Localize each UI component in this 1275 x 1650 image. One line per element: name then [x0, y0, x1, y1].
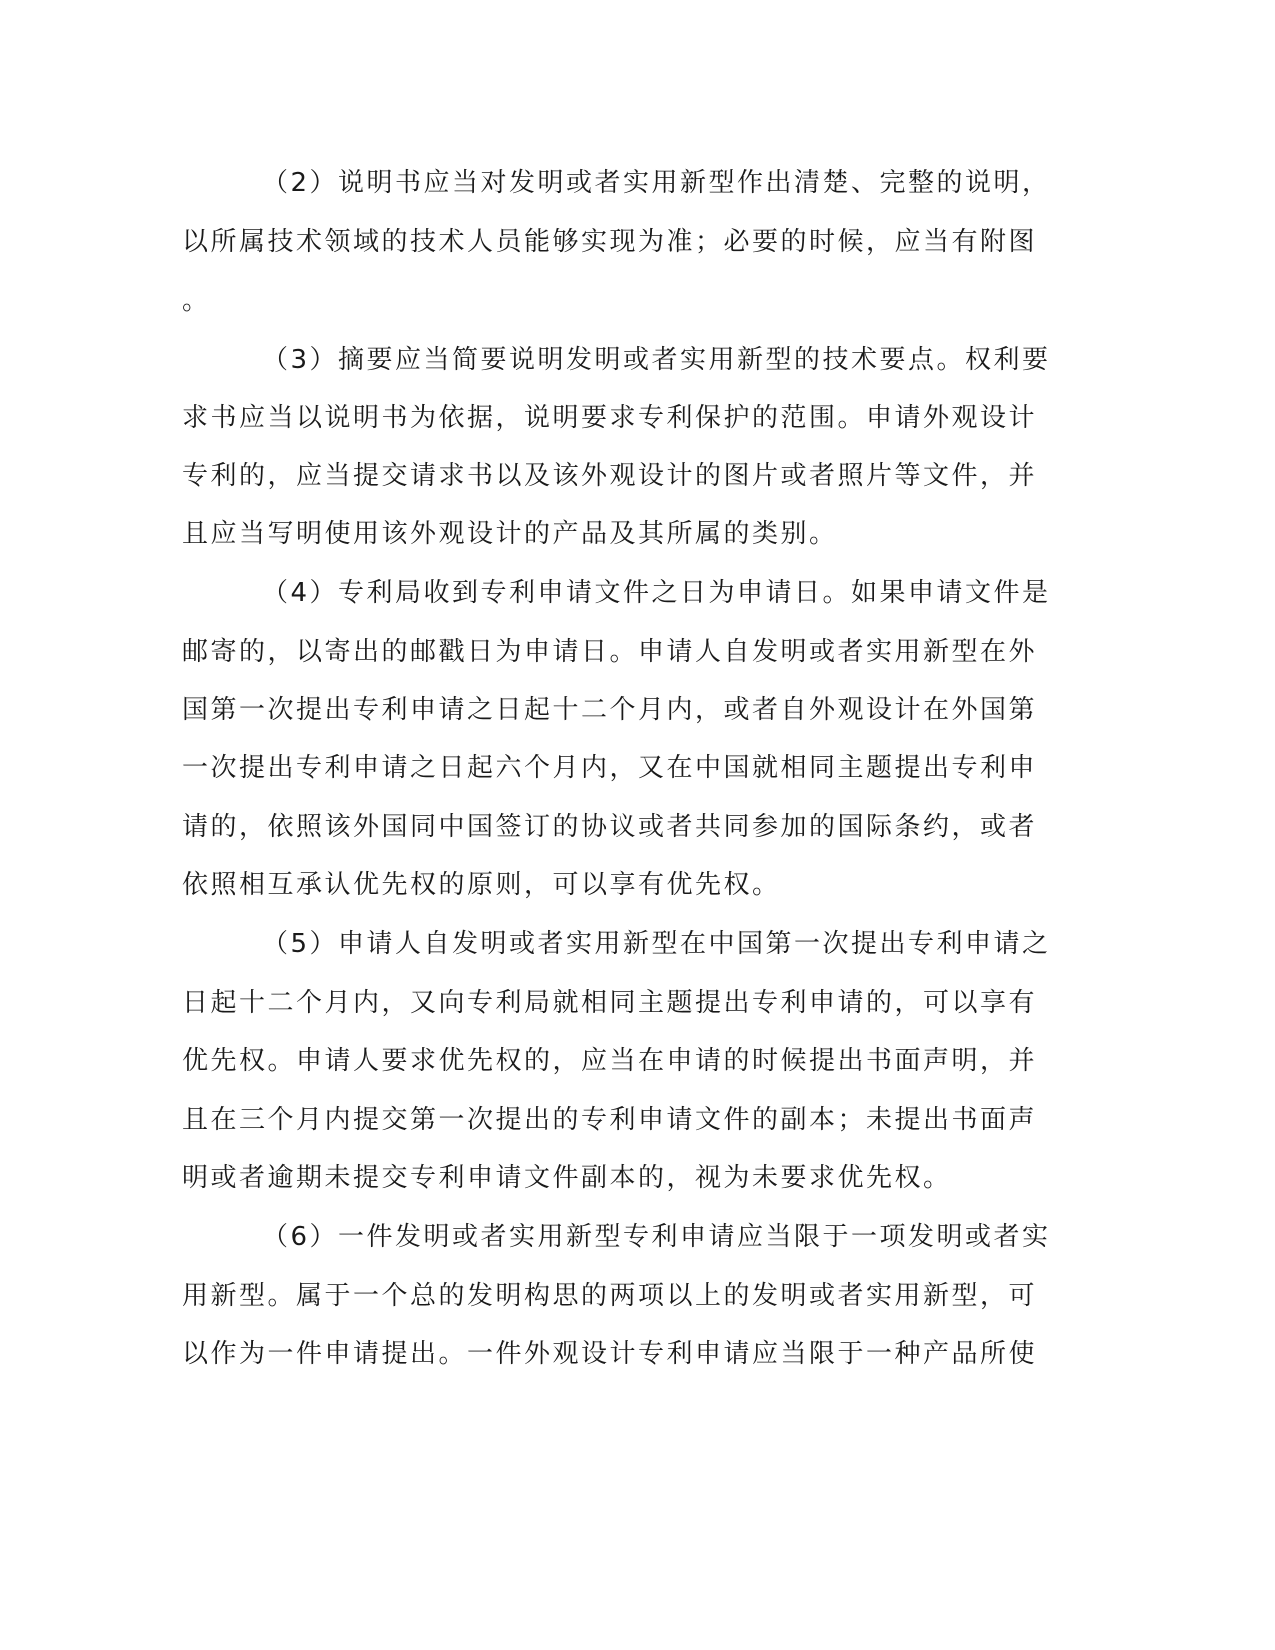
text-line: 求书应当以说明书为依据，说明要求专利保护的范围。申请外观设计	[182, 403, 1038, 433]
text-line: （3）摘要应当简要说明发明或者实用新型的技术要点。权利要	[262, 345, 1051, 375]
text-line: 且在三个月内提交第一次提出的专利申请文件的副本；未提出书面声	[182, 1105, 1038, 1135]
text-line: 且应当写明使用该外观设计的产品及其所属的类别。	[182, 519, 838, 549]
text-line: 国第一次提出专利申请之日起十二个月内，或者自外观设计在外国第	[182, 695, 1038, 725]
text-line: 以所属技术领域的技术人员能够实现为准；必要的时候，应当有附图	[182, 227, 1038, 257]
text-line: 依照相互承认优先权的原则，可以享有优先权。	[182, 870, 781, 900]
text-line: （2）说明书应当对发明或者实用新型作出清楚、完整的说明，	[262, 168, 1051, 198]
text-line: （4）专利局收到专利申请文件之日为申请日。如果申请文件是	[262, 578, 1051, 608]
text-line: 请的，依照该外国同中国签订的协议或者共同参加的国际条约，或者	[182, 812, 1038, 842]
text-line: 专利的，应当提交请求书以及该外观设计的图片或者照片等文件，并	[182, 461, 1038, 491]
text-line: 邮寄的，以寄出的邮戳日为申请日。申请人自发明或者实用新型在外	[182, 637, 1038, 667]
text-line: 用新型。属于一个总的发明构思的两项以上的发明或者实用新型，可	[182, 1281, 1038, 1311]
text-line: 明或者逾期未提交专利申请文件副本的，视为未要求优先权。	[182, 1163, 952, 1193]
text-line: （5）申请人自发明或者实用新型在中国第一次提出专利申请之	[262, 929, 1051, 959]
text-line: （6）一件发明或者实用新型专利申请应当限于一项发明或者实	[262, 1222, 1051, 1252]
text-line: 日起十二个月内，又向专利局就相同主题提出专利申请的，可以享有	[182, 988, 1038, 1018]
text-line: 一次提出专利申请之日起六个月内，又在中国就相同主题提出专利申	[182, 753, 1038, 783]
text-line: 。	[182, 286, 211, 316]
text-line: 以作为一件申请提出。一件外观设计专利申请应当限于一种产品所使	[182, 1339, 1038, 1369]
text-line: 优先权。申请人要求优先权的，应当在申请的时候提出书面声明，并	[182, 1046, 1038, 1076]
